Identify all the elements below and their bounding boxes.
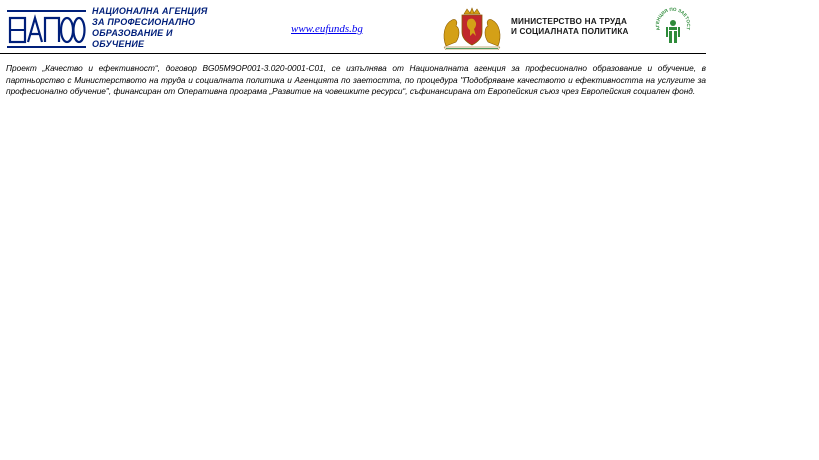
coat-of-arms-icon bbox=[440, 6, 504, 50]
agency-name: НАЦИОНАЛНА АГЕНЦИЯ ЗА ПРОФЕСИОНАЛНО ОБРАЗОВАНИЕ И ОБУЧЕНИЕ bbox=[92, 6, 208, 49]
employment-agency-arc-text: АГЕНЦИЯ ПО ЗАЕТОСТ bbox=[654, 6, 692, 32]
eufunds-link[interactable]: www.eufunds.bg bbox=[291, 23, 363, 35]
napoo-logo-icon bbox=[7, 9, 86, 49]
header-divider bbox=[0, 53, 706, 54]
employment-agency-logo-icon bbox=[654, 6, 692, 48]
ministry-name: МИНИСТЕРСТВО НА ТРУДА И СОЦИАЛНАТА ПОЛИТИКА bbox=[511, 17, 629, 36]
document-header bbox=[0, 0, 819, 54]
project-description: Проект „Качество и ефективност“, договор BG05M9OP001-3.020-0001-C01, се изпълнява от Националната агенция за професионално образование и обучение, в партньорство с Министерството на труда и социалната политика и Агенцията по заетостта, по процедура "Подобряване качеството и ефективността на услугите за професионално обучение", финансиран от Оперативна програма „Развитие на човешките ресурси“, съфинансирана от Европейския съюз чрез Европейския социален фонд. bbox=[6, 63, 706, 97]
